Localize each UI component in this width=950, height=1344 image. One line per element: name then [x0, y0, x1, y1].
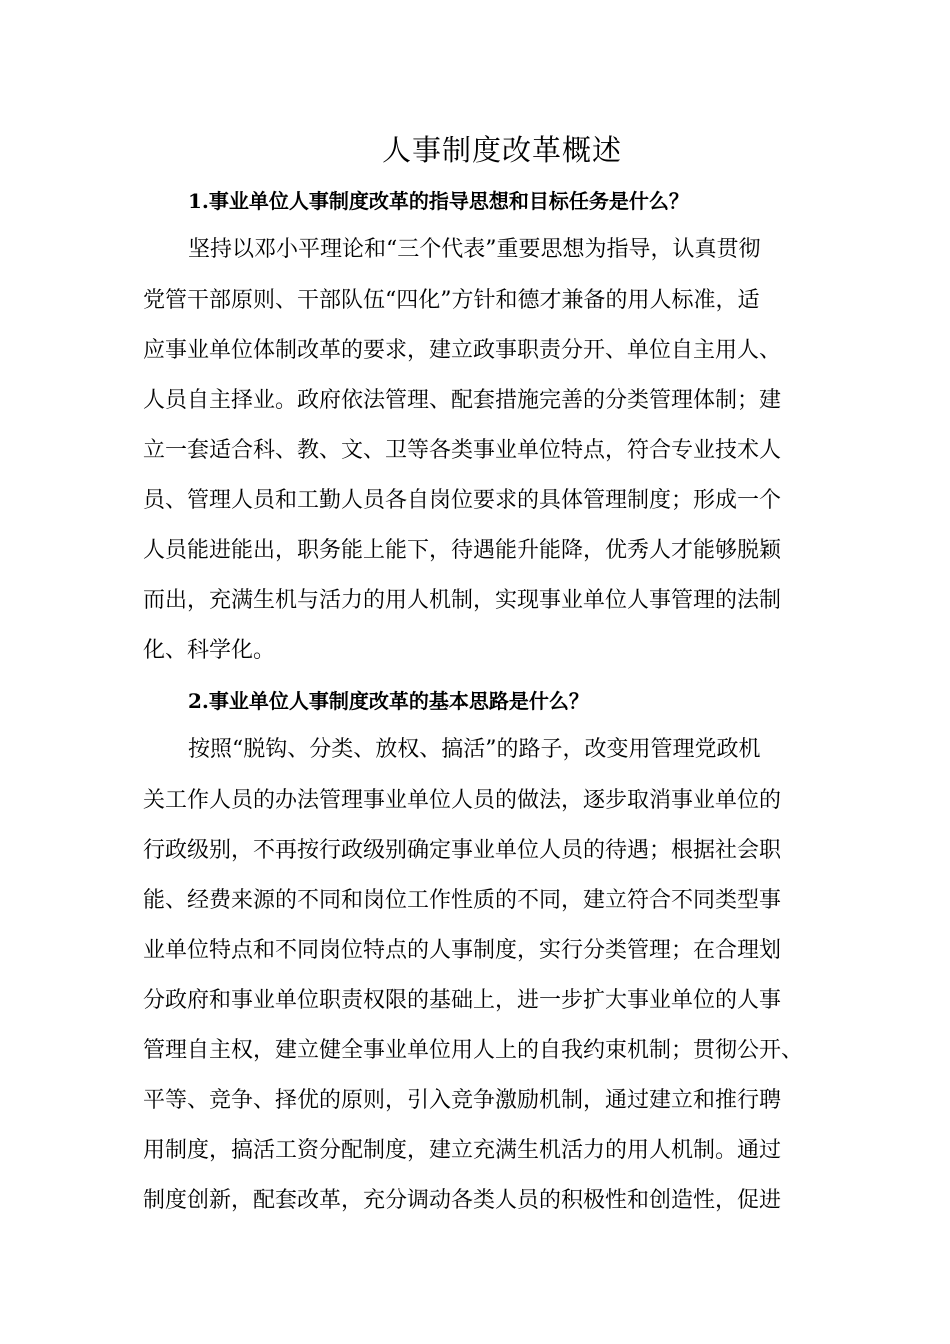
section-1-line-3: 应事业单位体制改革的要求，建立政事职责分开、单位自主用人、 — [143, 338, 782, 363]
section-1-line-9: 化、科学化。 — [143, 638, 276, 663]
section-1-line-1: 坚持以邓小平理论和“三个代表”重要思想为指导，认真贯彻 — [188, 237, 761, 262]
section-2-line-8: 平等、竞争、择优的原则，引入竞争激励机制，通过建立和推行聘 — [143, 1088, 782, 1113]
section-2-line-6: 分政府和事业单位职责权限的基础上，进一步扩大事业单位的人事 — [143, 988, 782, 1013]
section-2-heading: 2.事业单位人事制度改革的基本思路是什么？ — [188, 689, 589, 713]
section-2-line-2: 关工作人员的办法管理事业单位人员的做法，逐步取消事业单位的 — [143, 788, 782, 813]
section-2-line-1: 按照“脱钩、分类、放权、搞活”的路子，改变用管理党政机 — [188, 737, 761, 762]
section-1-line-5: 立一套适合科、教、文、卫等各类事业单位特点，符合专业技术人 — [143, 438, 782, 463]
section-2-line-10: 制度创新，配套改革，充分调动各类人员的积极性和创造性，促进 — [143, 1188, 782, 1213]
section-1-heading: 1.事业单位人事制度改革的指导思想和目标任务是什么？ — [188, 189, 689, 213]
section-1-line-7: 人员能进能出，职务能上能下，待遇能升能降，优秀人才能够脱颖 — [143, 538, 782, 563]
section-2-line-9: 用制度，搞活工资分配制度，建立充满生机活力的用人机制。通过 — [143, 1138, 782, 1163]
section-2-line-4: 能、经费来源的不同和岗位工作性质的不同，建立符合不同类型事 — [143, 888, 782, 913]
section-2-line-7: 管理自主权，建立健全事业单位用人上的自我约束机制；贯彻公开、 — [143, 1038, 804, 1063]
section-1-line-8: 而出，充满生机与活力的用人机制，实现事业单位人事管理的法制 — [143, 588, 782, 613]
section-1-line-4: 人员自主择业。政府依法管理、配套措施完善的分类管理体制；建 — [143, 388, 782, 413]
section-2-line-5: 业单位特点和不同岗位特点的人事制度，实行分类管理；在合理划 — [143, 938, 782, 963]
section-1-line-6: 员、管理人员和工勤人员各自岗位要求的具体管理制度；形成一个 — [143, 488, 782, 513]
section-1-line-2: 党管干部原则、干部队伍“四化”方针和德才兼备的用人标准，适 — [143, 288, 760, 313]
section-2-line-3: 行政级别，不再按行政级别确定事业单位人员的待遇；根据社会职 — [143, 838, 782, 863]
document-title: 人事制度改革概述 — [381, 133, 622, 167]
